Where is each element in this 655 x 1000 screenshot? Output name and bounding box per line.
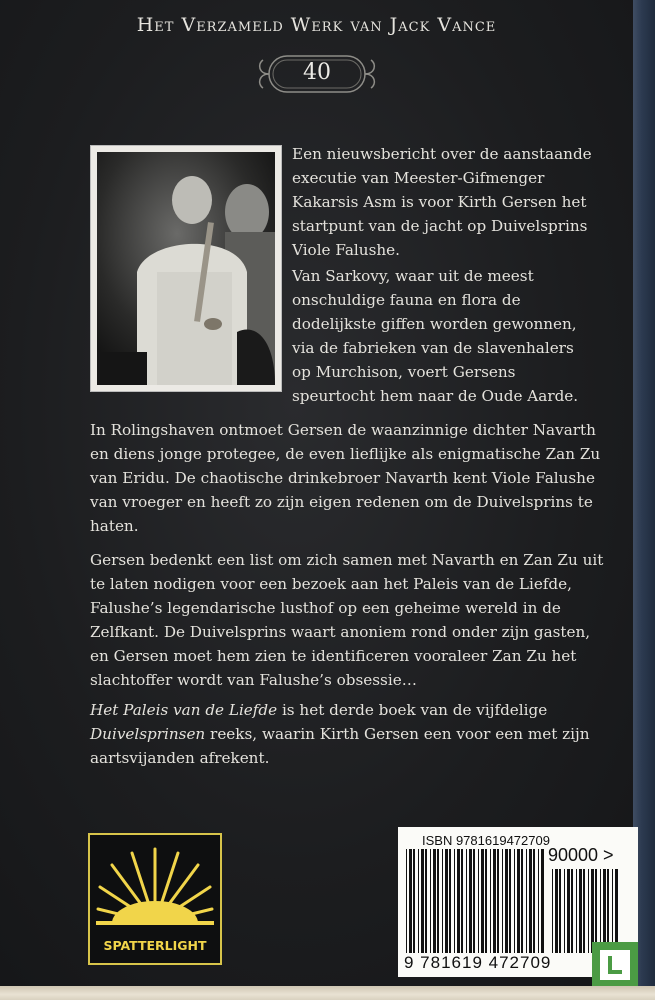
series-title: Het Verzameld Werk van Jack Vance (136, 14, 497, 36)
barcode-digits: 9 781619 472709 (404, 953, 552, 972)
book-title: Het Paleis van de Liefde (90, 701, 278, 719)
publisher-name: SPATTERLIGHT (103, 938, 207, 953)
blurb-paragraph-1: Een nieuwsbericht over de aanstaande executie van Meester-Gifmenger Kakarsis Asm is voor Kirth Gersen het startpunt van de jacht op Duivelsprins Viole Falushe. (292, 145, 592, 259)
ean-barcode-icon (404, 849, 548, 953)
page-edge (0, 986, 655, 1000)
addon-barcode-icon (550, 869, 620, 953)
blurb-paragraph-5: Het Paleis van de Liefde is het derde boek van de vijfdelige Duivelsprinsen reeks, waarin Kirth Gersen een voor een met zijn aartsvijanden afrekent. (90, 701, 590, 767)
series-name: Duivelsprinsen (90, 725, 206, 743)
series-number: 40 (303, 60, 331, 85)
series-number-frame (253, 52, 381, 96)
author-photo (90, 145, 282, 392)
musician-photo-icon (97, 152, 275, 385)
price-code: 90000 > (548, 845, 614, 865)
blurb-paragraph-4: Gersen bedenkt een list om zich samen met Navarth en Zan Zu uit te laten nodigen voor een bezoek aan het Paleis van de Liefde, Falushe’s legendarische lusthof op een geheime wereld in de Zelfkant. De Duivelsprins waart anoniem rond onder zijn gasten, en Gersen moet hem zien te identificeren vooraleer Zan Zu het slachtoffer wordt van Falushe’s obsessie… (90, 551, 604, 689)
isbn-label: ISBN 9781619472709 (422, 833, 550, 848)
blurb-paragraph-3: In Rolingshaven ontmoet Gersen de waanzinnige dichter Navarth en diens jonge protegee, de even lieflijke als enigmatische Zan Zu van Eridu. De chaotische drinkebroer Navarth kent Viole Falushe van vroeger en heeft zo zijn eigen redenen om de Duivelsprins te haten. (90, 421, 601, 535)
sticker-badge-icon (592, 942, 638, 988)
blurb-paragraph-2: Van Sarkovy, waar uit de meest onschuldige fauna en flora de dodelijkste giffen worden gewonnen, via de fabrieken van de slavenhalers op Murchison, voert Gersens speurtocht hem naar de Oude Aarde. (292, 267, 579, 405)
publisher-logo (88, 833, 222, 965)
